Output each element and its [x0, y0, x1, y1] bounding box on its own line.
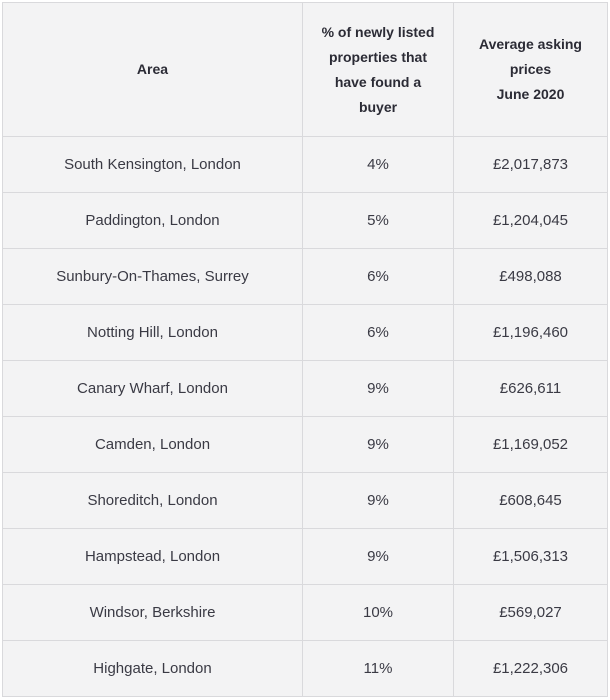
table-row [3, 249, 608, 305]
cell-area: Highgate, London [3, 641, 303, 697]
table-header-row [3, 3, 608, 137]
cell-percent: 6% [303, 249, 454, 305]
header-pct-line-3: have found a [334, 73, 422, 90]
cell-price: £1,204,045 [454, 193, 608, 249]
table-row [3, 361, 608, 417]
cell-area: South Kensington, London [3, 137, 303, 193]
header-price-line-2: prices [509, 61, 552, 77]
header-area [3, 3, 303, 137]
cell-area: Canary Wharf, London [3, 361, 303, 417]
cell-percent: 6% [303, 305, 454, 361]
cell-price: £569,027 [454, 585, 608, 641]
header-average-asking-price [454, 3, 608, 137]
cell-area: Shoreditch, London [3, 473, 303, 529]
cell-percent: 4% [303, 137, 454, 193]
cell-percent: 9% [303, 529, 454, 585]
cell-percent: 11% [303, 641, 454, 697]
cell-percent: 10% [303, 585, 454, 641]
table-row [3, 641, 608, 697]
table-row [3, 473, 608, 529]
cell-price: £1,196,460 [454, 305, 608, 361]
header-pct-line-2: properties that [328, 48, 427, 65]
property-table-container [2, 2, 607, 697]
cell-area: Paddington, London [3, 193, 303, 249]
cell-price: £498,088 [454, 249, 608, 305]
cell-price: £2,017,873 [454, 137, 608, 193]
header-percent-found-buyer [303, 3, 454, 137]
header-pct-line-1: % of newly listed [321, 23, 435, 40]
table-row [3, 137, 608, 193]
cell-price: £1,506,313 [454, 529, 608, 585]
cell-price: £608,645 [454, 473, 608, 529]
property-table [2, 2, 608, 697]
cell-percent: 9% [303, 473, 454, 529]
header-pct-line-4: buyer [358, 98, 398, 115]
header-area-label: Area [136, 61, 169, 77]
cell-area: Sunbury-On-Thames, Surrey [3, 249, 303, 305]
cell-area: Hampstead, London [3, 529, 303, 585]
header-price-line-1: Average asking [479, 36, 582, 52]
cell-percent: 5% [303, 193, 454, 249]
cell-area: Camden, London [3, 417, 303, 473]
cell-price: £1,222,306 [454, 641, 608, 697]
cell-price: £1,169,052 [454, 417, 608, 473]
cell-price: £626,611 [454, 361, 608, 417]
table-row [3, 585, 608, 641]
cell-percent: 9% [303, 361, 454, 417]
table-row [3, 417, 608, 473]
table-row [3, 305, 608, 361]
table-row [3, 193, 608, 249]
table-row [3, 529, 608, 585]
cell-area: Notting Hill, London [3, 305, 303, 361]
cell-area: Windsor, Berkshire [3, 585, 303, 641]
cell-percent: 9% [303, 417, 454, 473]
header-price-line-3: June 2020 [496, 86, 565, 102]
